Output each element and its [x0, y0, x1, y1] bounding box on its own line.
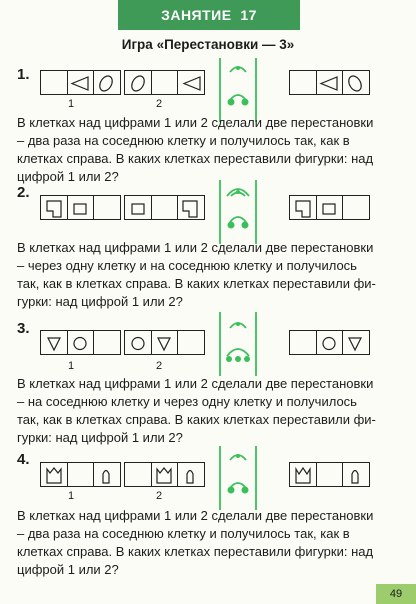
- exercise-3-strip-result: [289, 330, 370, 355]
- swap-twice-adjacent-icon: [218, 58, 258, 122]
- text-line: В клетках над цифрами 1 или 2 сделали две перестановки: [17, 376, 374, 391]
- exercise-4-strip-1: [40, 462, 121, 487]
- text-line: гурки: над цифрой 1 или 2?: [17, 294, 183, 309]
- strip-shapes: [125, 331, 204, 354]
- exercise-4-strip-2: [124, 462, 205, 487]
- bullet-shape-icon: [103, 471, 109, 484]
- exercise-1-text: [17, 114, 409, 186]
- strip-shapes: [41, 331, 120, 354]
- exercise-3-strip-1: [40, 330, 121, 355]
- exercise-2-number: 2.: [17, 184, 30, 201]
- strip-shapes: [125, 71, 204, 94]
- exercise-3-label-1: 1: [68, 360, 75, 372]
- strip-shapes: [290, 196, 369, 219]
- circle-icon: [132, 338, 144, 350]
- lesson-title-banner: [118, 0, 300, 30]
- exercise-4-label-2: 2: [156, 490, 163, 502]
- exercise-2-strip-2: [124, 195, 205, 220]
- exercise-2-strip-1: [40, 195, 121, 220]
- square-icon: [323, 204, 335, 214]
- oval-icon: [97, 74, 115, 93]
- flag-shape-icon: [296, 201, 310, 217]
- circle-icon: [323, 338, 335, 350]
- text-line: так, как в клетках справа. В каких клетках переставили фи-: [17, 412, 376, 427]
- exercise-1-number: 1.: [17, 66, 30, 83]
- lesson-title: ЗАНЯТИЕ 17: [161, 7, 257, 23]
- strip-shapes: [41, 196, 120, 219]
- exercise-3-number: 3.: [17, 320, 30, 337]
- strip-shapes: [290, 71, 369, 94]
- text-line: В клетках над цифрами 1 или 2 сделали две перестановки: [17, 115, 374, 130]
- text-line: – на соседнюю клетку и через одну клетку и получилось: [17, 394, 357, 409]
- pentagon-icon: [349, 338, 361, 350]
- exercise-1-strip-1: [40, 70, 121, 95]
- text-line: клетках справа. В каких клетках переставили фигурки: над: [17, 544, 374, 559]
- circle-icon: [74, 338, 86, 350]
- triangle-icon: [321, 77, 337, 90]
- strip-shapes: [125, 196, 204, 219]
- swap-skip-then-adjacent-icon: [218, 180, 258, 244]
- text-line: – два раза на соседнюю клетку и получилось так, как в: [17, 526, 350, 541]
- text-line: – два раза на соседнюю клетку и получилось так, как в: [17, 133, 350, 148]
- bullet-shape-icon: [187, 471, 193, 484]
- text-line: В клетках над цифрами 1 или 2 сделали две перестановки: [17, 508, 374, 523]
- exercise-1-strip-2: [124, 70, 205, 95]
- text-line: так, как в клетках справа. В каких клетках переставили фи-: [17, 276, 376, 291]
- page-number: 49: [389, 588, 403, 600]
- bullet-shape-icon: [352, 471, 358, 484]
- exercise-3-label-2: 2: [156, 360, 163, 372]
- exercise-3-text: [17, 375, 409, 447]
- text-line: гурки: над цифрой 1 или 2?: [17, 430, 183, 445]
- triangle-icon: [72, 77, 88, 90]
- page-number-badge: [376, 584, 416, 604]
- oval-icon: [346, 74, 364, 93]
- exercise-1-label-1: 1: [68, 98, 75, 110]
- pentagon-icon: [48, 338, 60, 350]
- text-line: клетках справа. В каких клетках переставили фигурки: над: [17, 151, 374, 166]
- flag-shape-icon: [47, 201, 61, 217]
- triangle-icon: [184, 77, 200, 90]
- strip-shapes: [290, 331, 369, 354]
- strip-shapes: [125, 463, 204, 486]
- exercise-4-text: [17, 507, 409, 579]
- text-line: – через одну клетку и на соседнюю клетку и получилось: [17, 258, 357, 273]
- square-icon: [74, 204, 86, 214]
- pentagon-icon: [158, 338, 170, 350]
- exercise-2-text: [17, 239, 409, 311]
- text-line: цифрой 1 или 2?: [17, 169, 119, 184]
- exercise-1-label-2: 2: [156, 98, 163, 110]
- cup-shape-icon: [157, 468, 171, 483]
- swap-adjacent-then-skip-icon: [218, 312, 258, 376]
- strip-shapes: [290, 463, 369, 486]
- oval-icon: [129, 74, 147, 93]
- strip-shapes: [41, 71, 120, 94]
- exercise-3-strip-2: [124, 330, 205, 355]
- exercise-4-strip-result: [289, 462, 370, 487]
- game-subtitle: Игра «Перестановки — 3»: [121, 37, 295, 52]
- text-line: В клетках над цифрами 1 или 2 сделали две перестановки: [17, 240, 374, 255]
- exercise-4-label-1: 1: [68, 490, 75, 502]
- swap-twice-adjacent-icon: [218, 446, 258, 510]
- exercise-2-strip-result: [289, 195, 370, 220]
- exercise-1-strip-result: [289, 70, 370, 95]
- text-line: цифрой 1 или 2?: [17, 562, 119, 577]
- cup-shape-icon: [47, 468, 61, 483]
- cup-shape-icon: [296, 468, 310, 483]
- strip-shapes: [41, 463, 120, 486]
- square-icon: [132, 204, 144, 214]
- exercise-4-number: 4.: [17, 451, 30, 468]
- flag-shape-icon: [183, 201, 197, 217]
